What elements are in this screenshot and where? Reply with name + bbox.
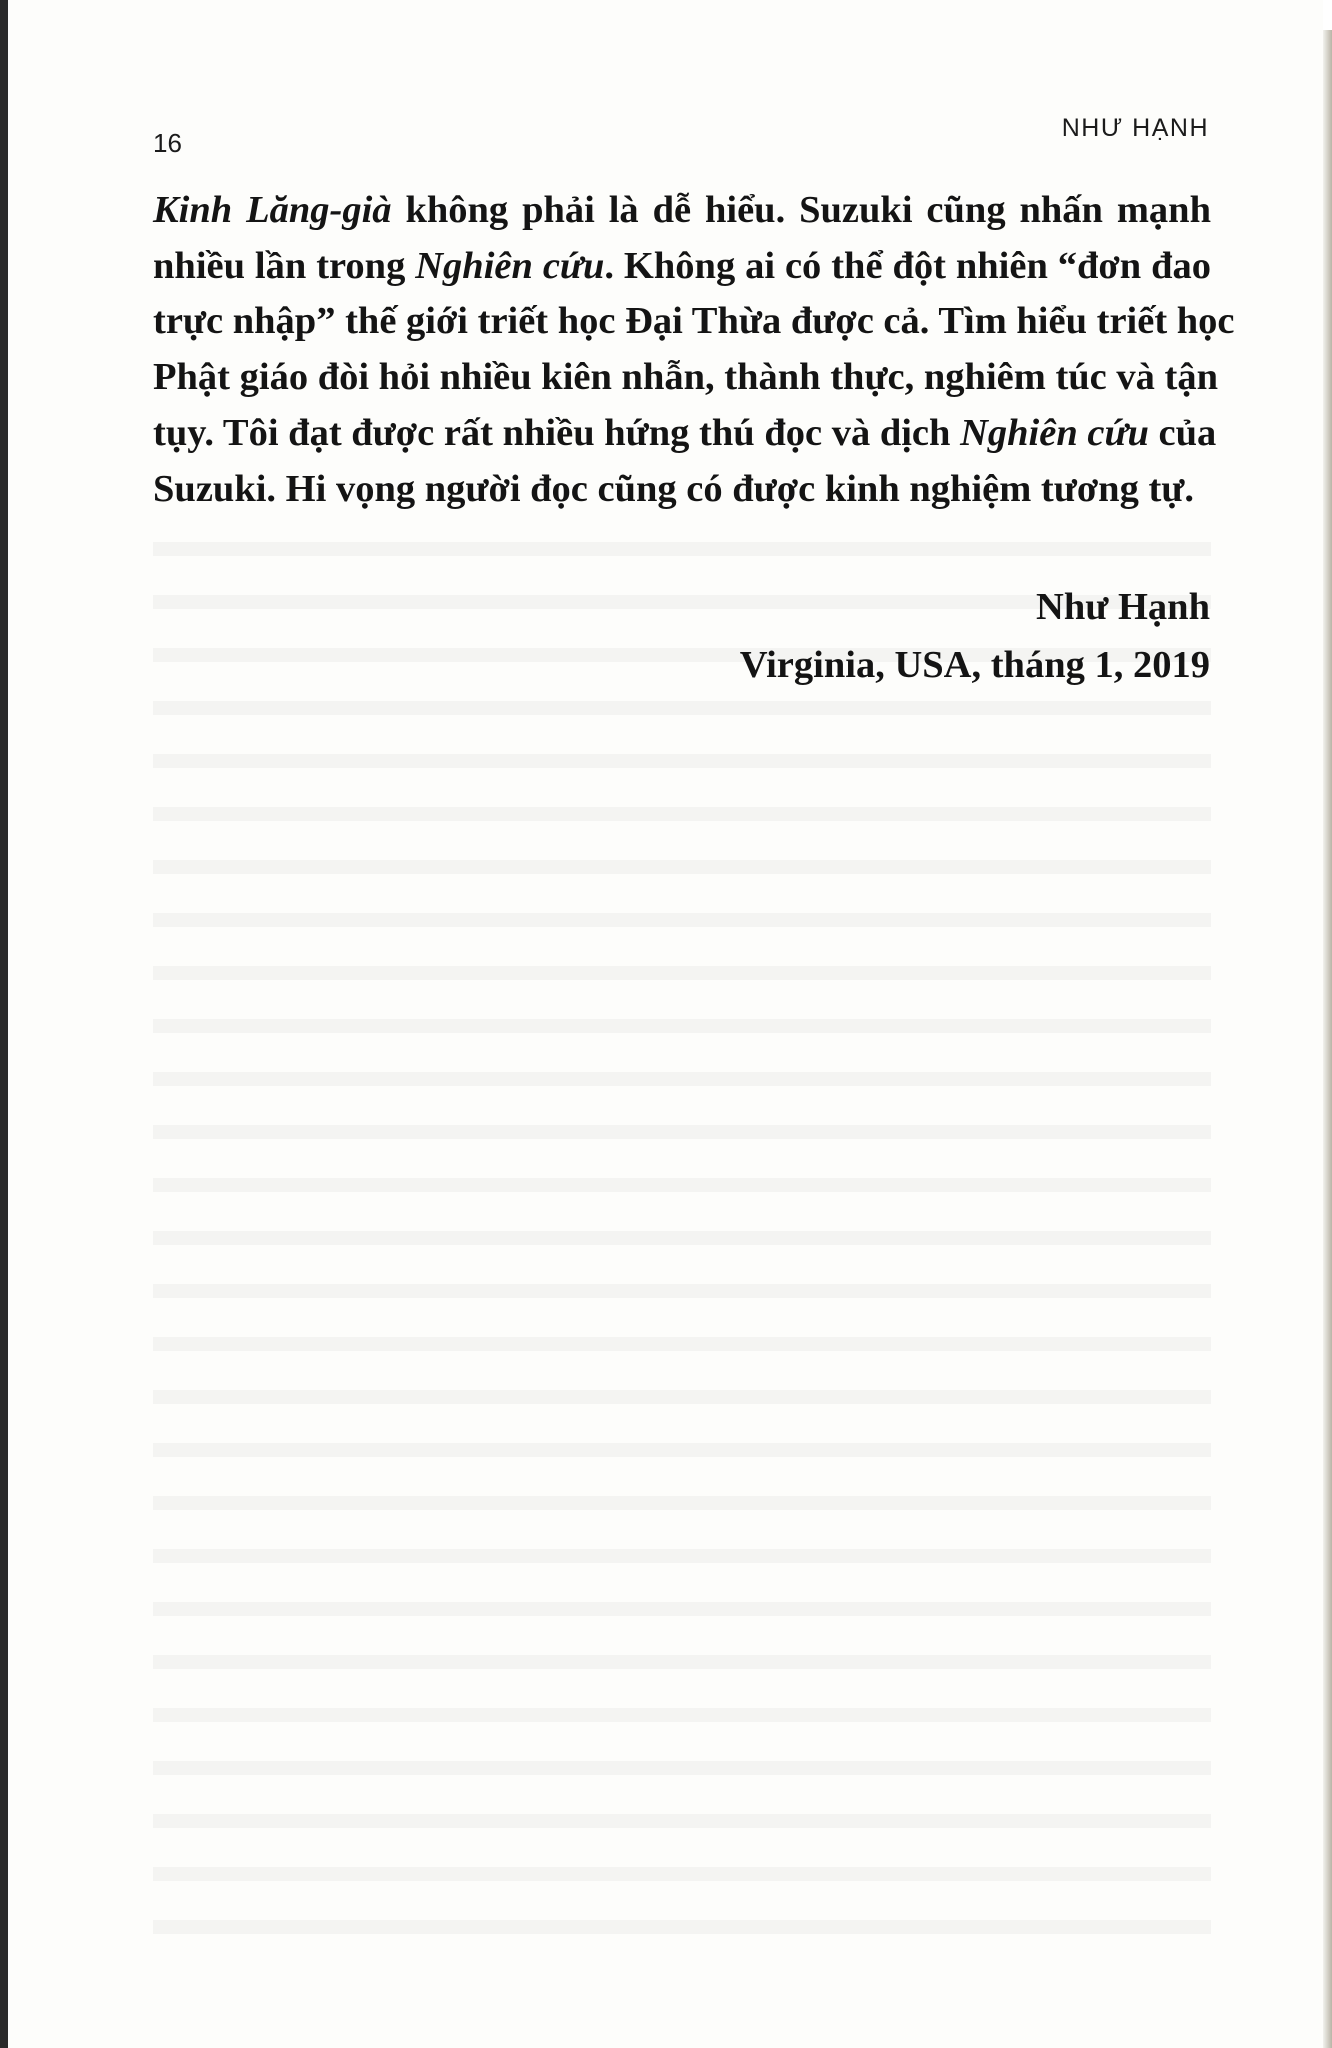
book-title-italic: Nghiên cứu (960, 411, 1149, 454)
show-through-text (153, 520, 1211, 1940)
paragraph-line: nhiều lần trong Nghiên cứu. Không ai có thể đột nhiên “đơn đao (153, 244, 1211, 287)
page-edge-shadow (1323, 30, 1332, 2048)
running-head: NHƯ HẠNH (1061, 114, 1209, 142)
book-title-italic: Nghiên cứu (415, 244, 605, 287)
page-number: 16 (153, 128, 182, 158)
paragraph-line: Phật giáo đòi hỏi nhiều kiên nhẫn, thành thực, nghiêm túc và tận (153, 356, 1218, 399)
paragraph-line: trực nhập” thế giới triết học Đại Thừa được cả. Tìm hiểu triết học (153, 300, 1235, 343)
paragraph-line: Kinh Lăng-già không phải là dễ hiểu. Suzuki cũng nhấn mạnh (153, 189, 1211, 231)
book-page (8, 0, 1323, 2048)
paragraph-line: Suzuki. Hi vọng người đọc cũng có được kinh nghiệm tương tự. (153, 467, 1195, 510)
paragraph-line: tụy. Tôi đạt được rất nhiều hứng thú đọc và dịch Nghiên cứu của (153, 411, 1217, 454)
book-title-italic: Kinh Lăng-già (153, 189, 392, 231)
signature-block (740, 578, 1210, 694)
body-paragraph (153, 183, 1235, 517)
book-spine-shadow (0, 0, 8, 2048)
author-name: Như Hạnh (1036, 586, 1210, 628)
place-and-date: Virginia, USA, tháng 1, 2019 (739, 644, 1210, 686)
